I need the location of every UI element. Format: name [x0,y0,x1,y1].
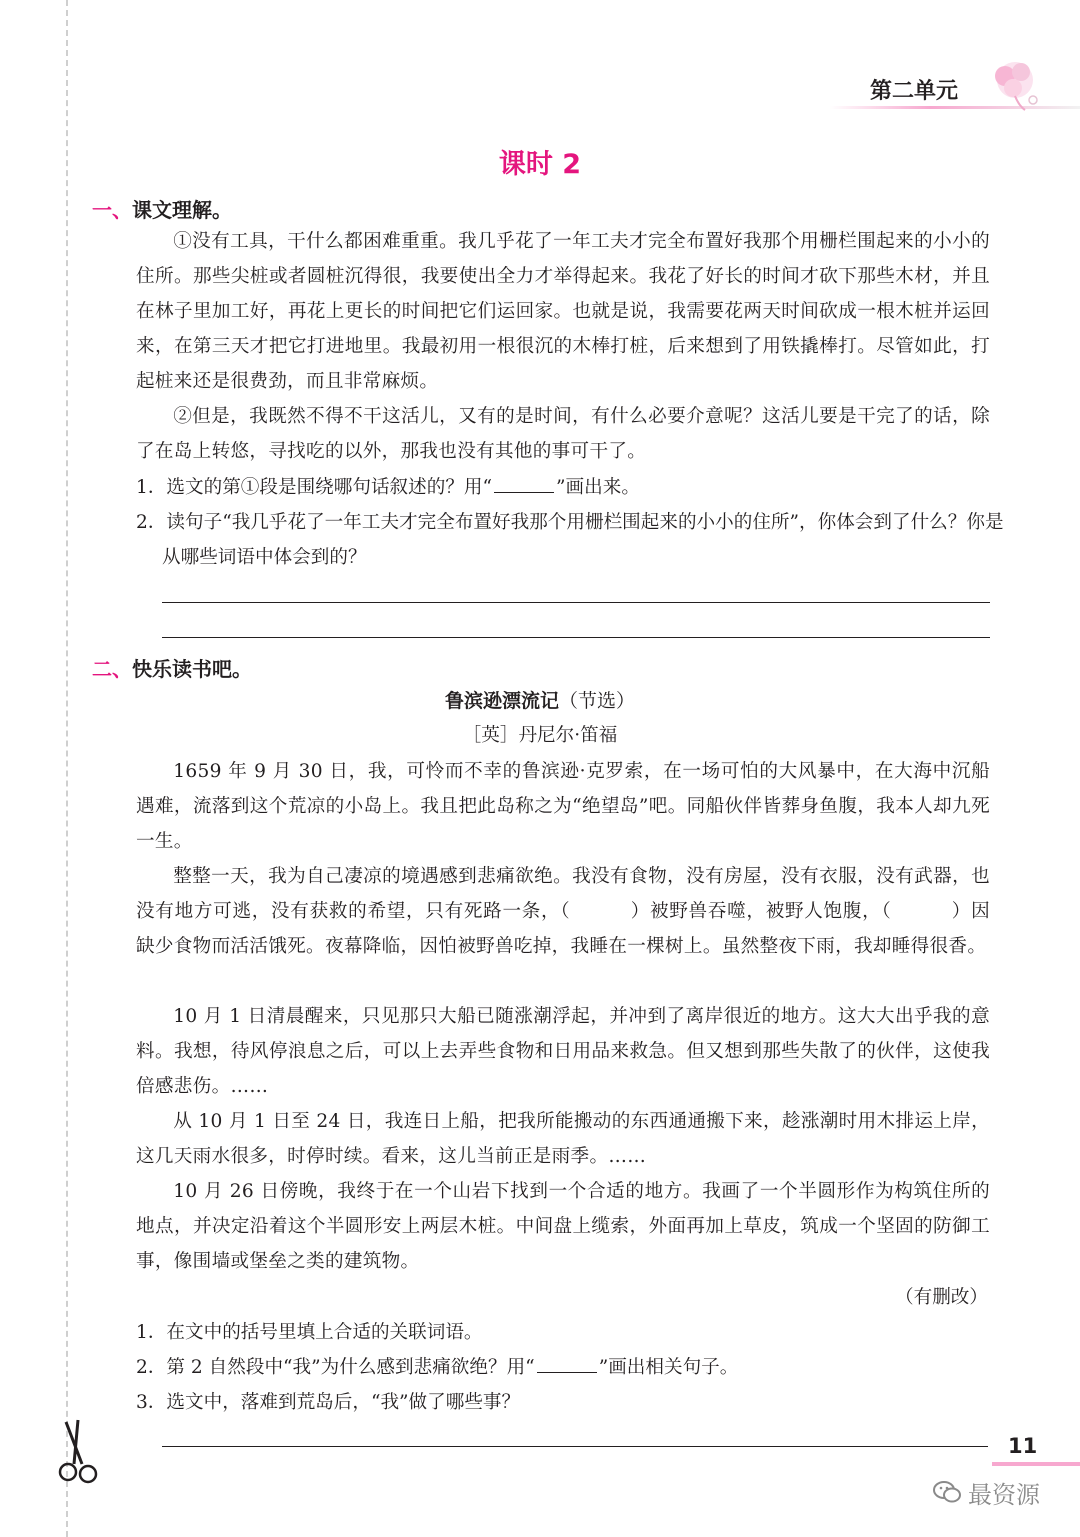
passage-title-main: 鲁滨逊漂流记 [444,690,559,712]
section-number: 一、 [92,198,132,222]
question-1 [136,470,1016,505]
section-heading-1 [92,194,232,223]
answer-line[interactable] [162,602,990,603]
reading-paragraph-1: ①没有工具，干什么都困难重重。我几乎花了一年工夫才完全布置好我那个用栅栏围起来的小小的住所。那些尖桩或者圆桩沉得很，我要使出全力才举得起来。我花了好长的时间才砍下那些木材，并且在林子里加工好，再花上更长的时间把它们运回家。也就是说，我需要花两天时间砍成一根木桩并运回来，在第三天才把它打进地里。我最初用一根很沉的木棒打桩，后来想到了用铁撬棒打。尽管如此，打起桩来还是很费劲，而且非常麻烦。 [136,231,990,392]
passage-subtitle: （节选） [559,690,636,712]
cut-line [66,0,68,1537]
flower-icon [975,58,1055,118]
scissors-icon [52,1418,112,1488]
section-title: 课文理解。 [132,198,232,222]
question-2-2-text-end: ”画出相关句子。 [598,1357,739,1378]
section-title: 快乐读书吧。 [132,657,252,681]
question-2-1: 1．在文中的括号里填上合适的关联词语。 [136,1322,483,1343]
passage-paragraph-4: 从 10 月 1 日至 24 日，我连日上船，把我所能搬动的东西通通搬下来，趁涨潮时用木排运上岸，这几天雨水很多，时停时续。看来，这儿当前正是雨季。…… [136,1111,990,1167]
underline-blank[interactable] [494,474,554,493]
passage-paragraph-2-part-a: 整整一天，我为自己凄凉的境遇感到悲痛欲绝。我没有食物，没有房屋，没有衣服，没有武器，也没有地方可逃，没有获救的希望，只有死路一条，（ [136,866,990,922]
question-2-3: 3．选文中，落难到荒岛后，“我”做了哪些事？ [136,1392,521,1413]
wechat-icon [932,1479,962,1505]
abridged-note: （有删改） [895,1287,988,1308]
passage-title [0,686,1080,713]
reading-paragraph-2: ②但是，我既然不得不干这活儿，又有的是时间，有什么必要介意呢？这活儿要是干完了的话，除了在岛上转悠，寻找吃的以外，那我也没有其他的事可干了。 [136,406,990,462]
question-2-2 [136,1350,1016,1385]
question-1-text-end: ”画出来。 [556,477,640,498]
section-heading-2 [92,653,252,682]
passage-paragraph-1: 1659 年 9 月 30 日，我，可怜而不幸的鲁滨逊·克罗索，在一场可怕的大风暴中，在大海中沉船遇难，流落到这个荒凉的小岛上。我且把此岛称之为“绝望岛”吧。同船伙伴皆葬身鱼腹，我本人却九死一生。 [136,761,990,852]
passage-paragraph-3: 10 月 1 日清晨醒来，只见那只大船已随涨潮浮起，并冲到了离岸很近的地方。这大大出乎我的意料。我想，待风停浪息之后，可以上去弄些食物和日用品来救急。但又想到那些失散了的伙伴，这使我倍感悲伤。…… [136,1006,990,1097]
unit-header [830,58,1080,118]
page-number: 11 [1008,1434,1038,1458]
watermark [932,1474,1040,1510]
answer-line[interactable] [162,637,990,638]
question-1-text: 1．选文的第①段是围绕哪句话叙述的？用“ [136,477,493,498]
unit-title: 第二单元 [870,79,959,104]
section-number: 二、 [92,657,132,681]
passage-paragraph-5: 10 月 26 日傍晚，我终于在一个山岩下找到一个合适的地方。我画了一个半圆形作为构筑住所的地点，并决定沿着这个半圆形安上两层木桩。中间盘上缆索，外面再加上草皮，筑成一个坚固的防御工事，像围墙或堡垒之类的建筑物。 [136,1181,990,1272]
lesson-title: 课时 2 [498,149,582,180]
question-2-2-text: 2．第 2 自然段中“我”为什么感到悲痛欲绝？用“ [136,1357,535,1378]
passage-author: ［英］丹尼尔·笛福 [462,725,618,746]
watermark-text: 最资源 [968,1480,1040,1509]
footer-rule [992,1462,1080,1466]
passage-paragraph-2-part-c: ）因缺少食物而活活饿死。夜幕降临，因怕被野兽吃掉，我睡在一棵树上。虽然整夜下雨，我却睡得很香。 [136,901,990,957]
question-2: 2．读句子“我几乎花了一年工夫才完全布置好我那个用栅栏围起来的小小的住所”，你体会到了什么？你是从哪些词语中体会到的？ [136,512,1004,568]
passage-paragraph-2-part-b: ）被野兽吞噬，被野人饱腹，（ [630,901,892,922]
underline-blank[interactable] [537,1354,597,1373]
passage-paragraph-2 [136,859,990,964]
answer-line[interactable] [162,1446,988,1447]
